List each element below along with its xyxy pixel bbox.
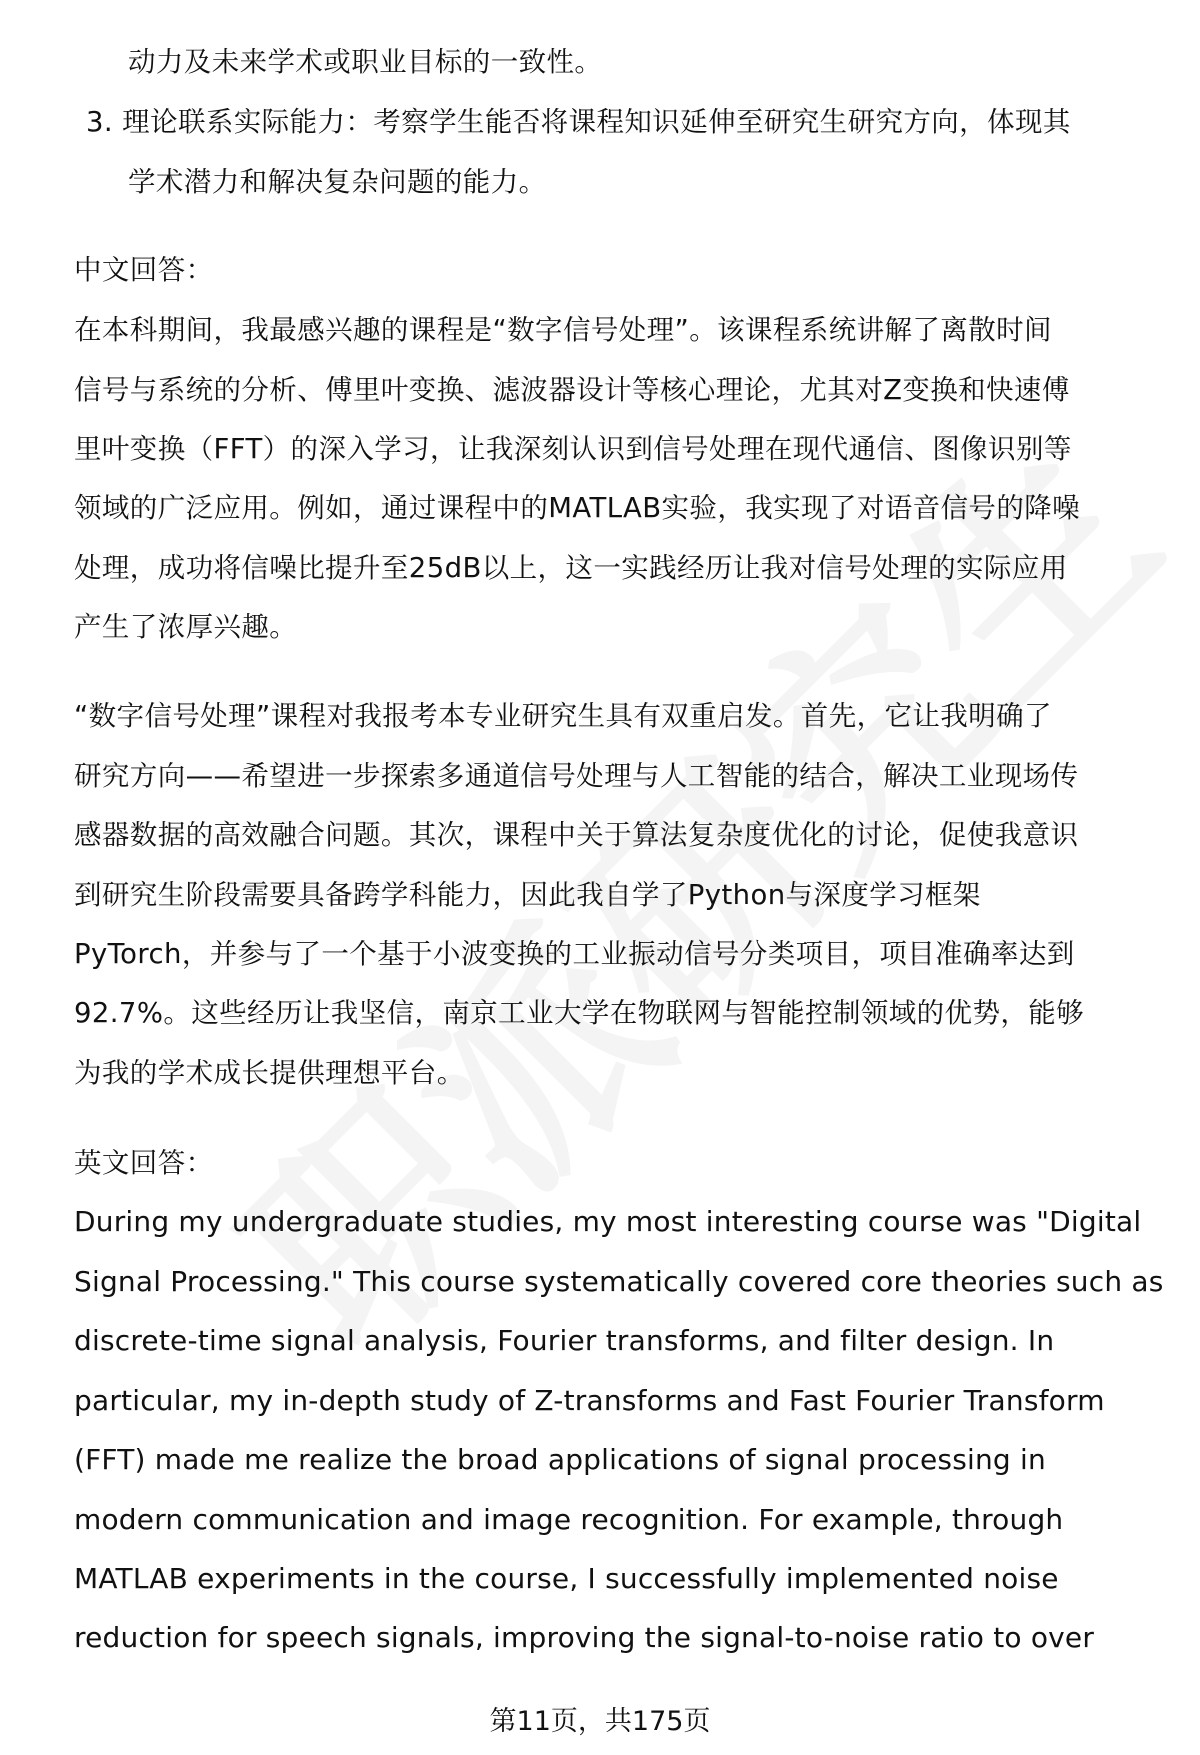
text-line: 感器数据的高效融合问题。其次，课程中关于算法复杂度优化的讨论，促使我意识 [74, 819, 1079, 851]
text-line: modern communication and image recognition. For example, through [74, 1503, 1064, 1536]
text-line: discrete-time signal analysis, Fourier transforms, and filter design. In [74, 1324, 1055, 1357]
text-line: 里叶变换（FFT）的深入学习，让我深刻认识到信号处理在现代通信、图像识别等 [74, 433, 1072, 465]
text-line: 到研究生阶段需要具备跨学科能力，因此我自学了Python与深度学习框架 [74, 879, 981, 911]
text-line: 学术潜力和解决复杂问题的能力。 [128, 166, 547, 198]
text-line: 在本科期间，我最感兴趣的课程是“数字信号处理”。该课程系统讲解了离散时间 [74, 314, 1052, 346]
text-line: 中文回答： [74, 254, 214, 286]
text-line: During my undergraduate studies, my most interesting course was "Digital [74, 1205, 1142, 1238]
text-line: reduction for speech signals, improving the signal-to-noise ratio to over [74, 1621, 1095, 1654]
text-line: PyTorch，并参与了一个基于小波变换的工业振动信号分类项目，项目准确率达到 [74, 938, 1075, 970]
text-line: 英文回答： [74, 1147, 214, 1179]
text-line: Signal Processing." This course systematically covered core theories such as [74, 1265, 1164, 1298]
text-line: 为我的学术成长提供理想平台。 [74, 1057, 465, 1089]
text-line: 研究方向——希望进一步探索多通道信号处理与人工智能的结合，解决工业现场传 [74, 760, 1079, 792]
text-line: “数字信号处理”课程对我报考本专业研究生具有双重启发。首先，它让我明确了 [74, 700, 1052, 732]
text-line: 信号与系统的分析、傅里叶变换、滤波器设计等核心理论，尤其对Z变换和快速傅 [74, 374, 1070, 406]
text-line: (FFT) made me realize the broad applications of signal processing in [74, 1443, 1046, 1476]
text-line: 处理，成功将信噪比提升至25dB以上，这一实践经历让我对信号处理的实际应用 [74, 552, 1068, 584]
text-line: particular, my in-depth study of Z-transforms and Fast Fourier Transform [74, 1384, 1105, 1417]
page-footer: 第11页，共175页 [489, 1706, 711, 1737]
text-line: 动力及未来学术或职业目标的一致性。 [128, 46, 603, 78]
text-line: MATLAB experiments in the course, I successfully implemented noise [74, 1562, 1059, 1595]
text-line: 领域的广泛应用。例如，通过课程中的MATLAB实验，我实现了对语音信号的降噪 [74, 492, 1081, 524]
text-line: 产生了浓厚兴趣。 [74, 611, 298, 643]
text-line: 92.7%。这些经历让我坚信，南京工业大学在物联网与智能控制领域的优势，能够 [74, 997, 1085, 1029]
text-line: 3. 理论联系实际能力：考察学生能否将课程知识延伸至研究生研究方向，体现其 [86, 106, 1071, 138]
